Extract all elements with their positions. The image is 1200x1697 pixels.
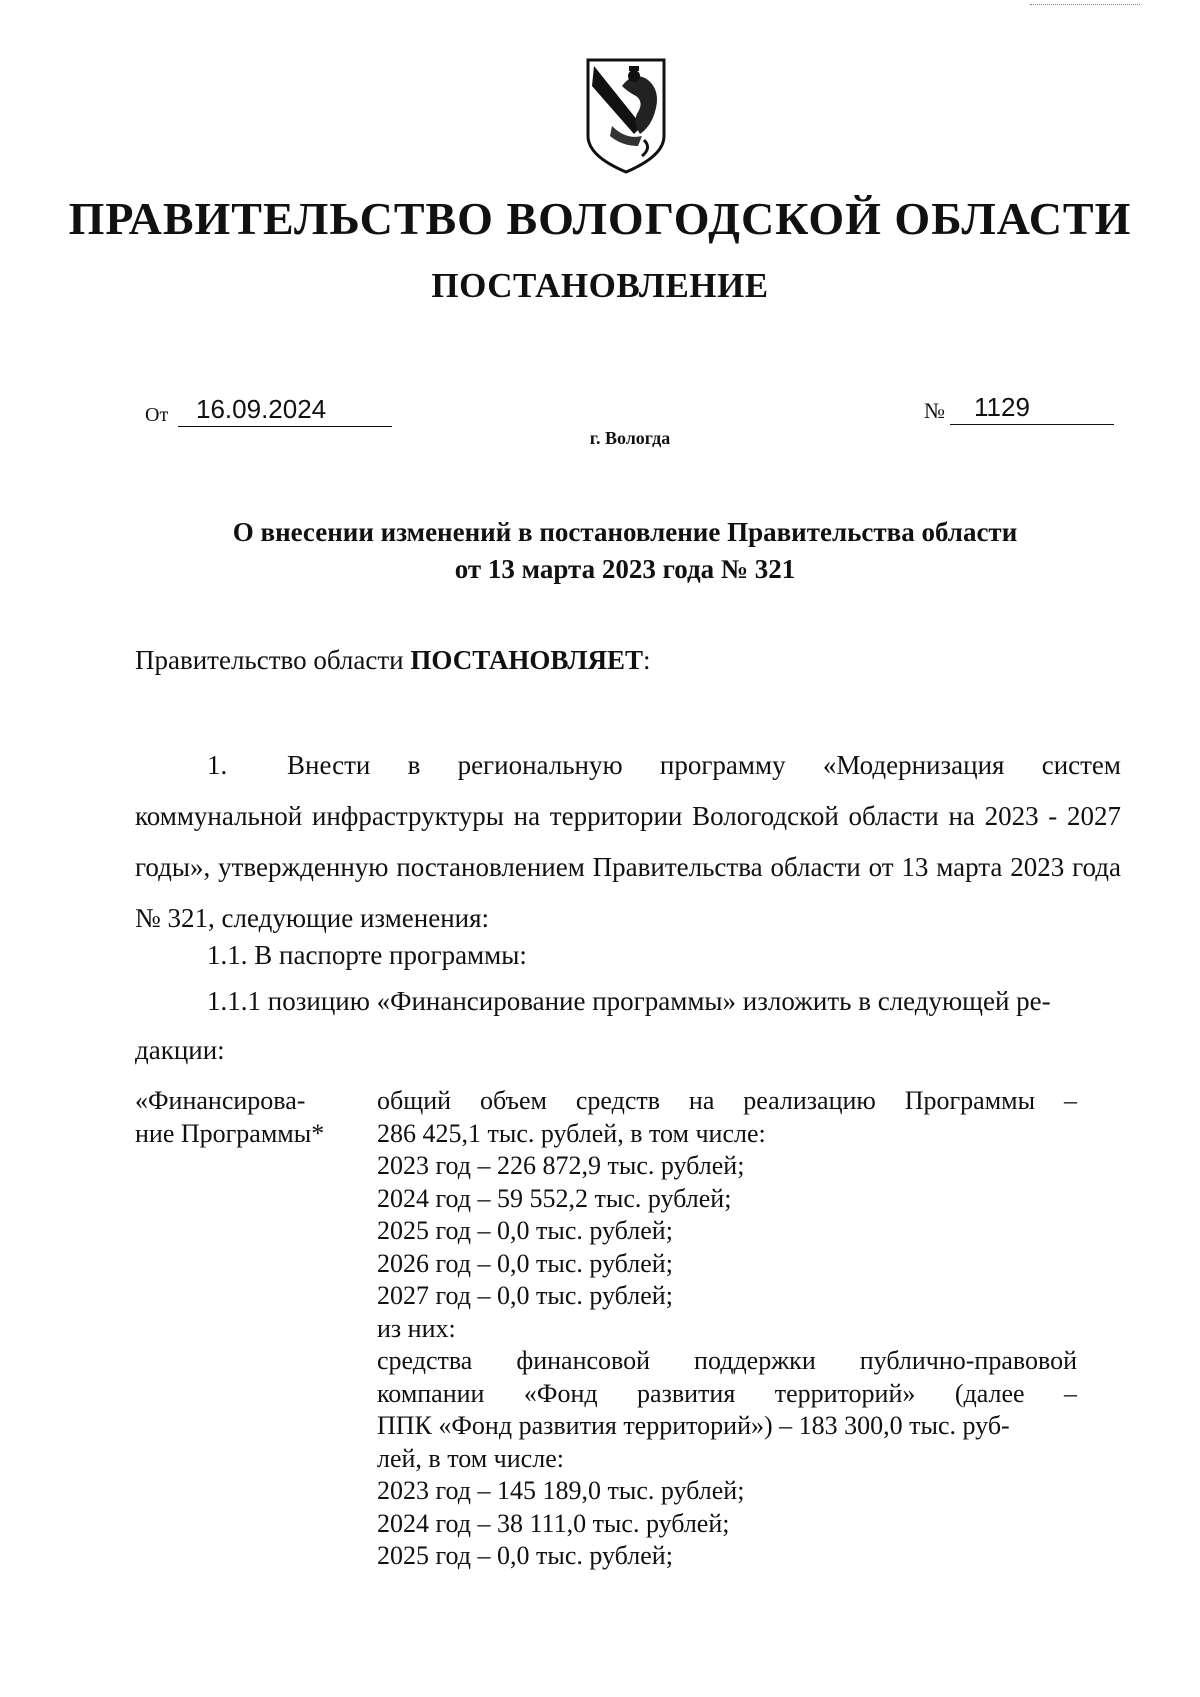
financing-body	[377, 1085, 1077, 1573]
decree-line	[135, 645, 651, 676]
number-prefix: №	[924, 398, 945, 423]
financing-line: лей, в том числе:	[377, 1443, 564, 1473]
financing-line: компании «Фонд развития территорий» (далее –	[377, 1378, 1077, 1408]
financing-table	[135, 1085, 1095, 1573]
document-date: 16.09.2024	[178, 392, 392, 427]
financing-line: 2026 год – 0,0 тыс. рублей;	[377, 1248, 673, 1278]
coat-of-arms-icon	[582, 56, 670, 176]
financing-label-line2: ние Программы*	[135, 1118, 325, 1148]
document-number: 1129	[950, 390, 1114, 425]
government-title: ПРАВИТЕЛЬСТВО ВОЛОГОДСКОЙ ОБЛАСТИ	[68, 193, 1132, 244]
paragraph-1	[135, 740, 1121, 944]
financing-line: 2024 год – 38 111,0 тыс. рублей;	[377, 1508, 730, 1538]
date-prefix: От	[145, 404, 169, 426]
decree-verb: ПОСТАНОВЛЯЕТ	[410, 645, 643, 675]
paragraph-1-1-1-line2: дакции:	[135, 1035, 225, 1065]
subject-line-2: от 13 марта 2023 года № 321	[454, 554, 796, 584]
financing-line: 2027 год – 0,0 тыс. рублей;	[377, 1281, 673, 1310]
financing-line: общий объем средств на реализацию Программы –	[377, 1086, 1077, 1115]
paragraph-1-number: 1.	[207, 750, 228, 780]
financing-label	[135, 1085, 377, 1573]
financing-line: средства финансовой поддержки публично-правовой	[377, 1346, 1077, 1375]
document-type: ПОСТАНОВЛЕНИЕ	[431, 266, 769, 305]
paragraph-1-text: Внести в региональную программу «Модернизация систем коммунальной инфраструктуры на территории Вологодской области на 2023 - 2027 годы», утвержденную постановлением Правительства области от 13 марта 2023 года № 321, следующие изменения:	[135, 750, 1121, 933]
paragraph-1-1: 1.1. В паспорте программы:	[207, 940, 527, 970]
financing-line: 286 425,1 тыс. рублей, в том числе:	[377, 1118, 766, 1148]
financing-line: 2025 год – 0,0 тыс. рублей;	[377, 1216, 673, 1245]
financing-line: ППК «Фонд развития территорий») – 183 300,0 тыс. руб-	[377, 1411, 1010, 1440]
subject-line-1: О внесении изменений в постановление Правительства области	[232, 517, 1018, 547]
financing-line: из них:	[377, 1313, 456, 1343]
document-subject	[0, 514, 1200, 588]
financing-line: 2024 год – 59 552,2 тыс. рублей;	[377, 1183, 732, 1213]
decree-subject: Правительство области	[135, 645, 404, 675]
financing-label-line1: «Финансирова-	[135, 1086, 306, 1115]
city: г. Вологда	[589, 428, 671, 448]
financing-line: 2023 год – 226 872,9 тыс. рублей;	[377, 1151, 745, 1180]
decree-colon: :	[642, 645, 651, 675]
scan-corner-mark	[1030, 0, 1140, 5]
financing-line: 2025 год – 0,0 тыс. рублей;	[377, 1541, 673, 1570]
paragraph-1-1-1-line1: 1.1.1 позицию «Финансирование программы» изложить в следующей ре-	[207, 986, 1051, 1016]
financing-line: 2023 год – 145 189,0 тыс. рублей;	[377, 1476, 745, 1505]
